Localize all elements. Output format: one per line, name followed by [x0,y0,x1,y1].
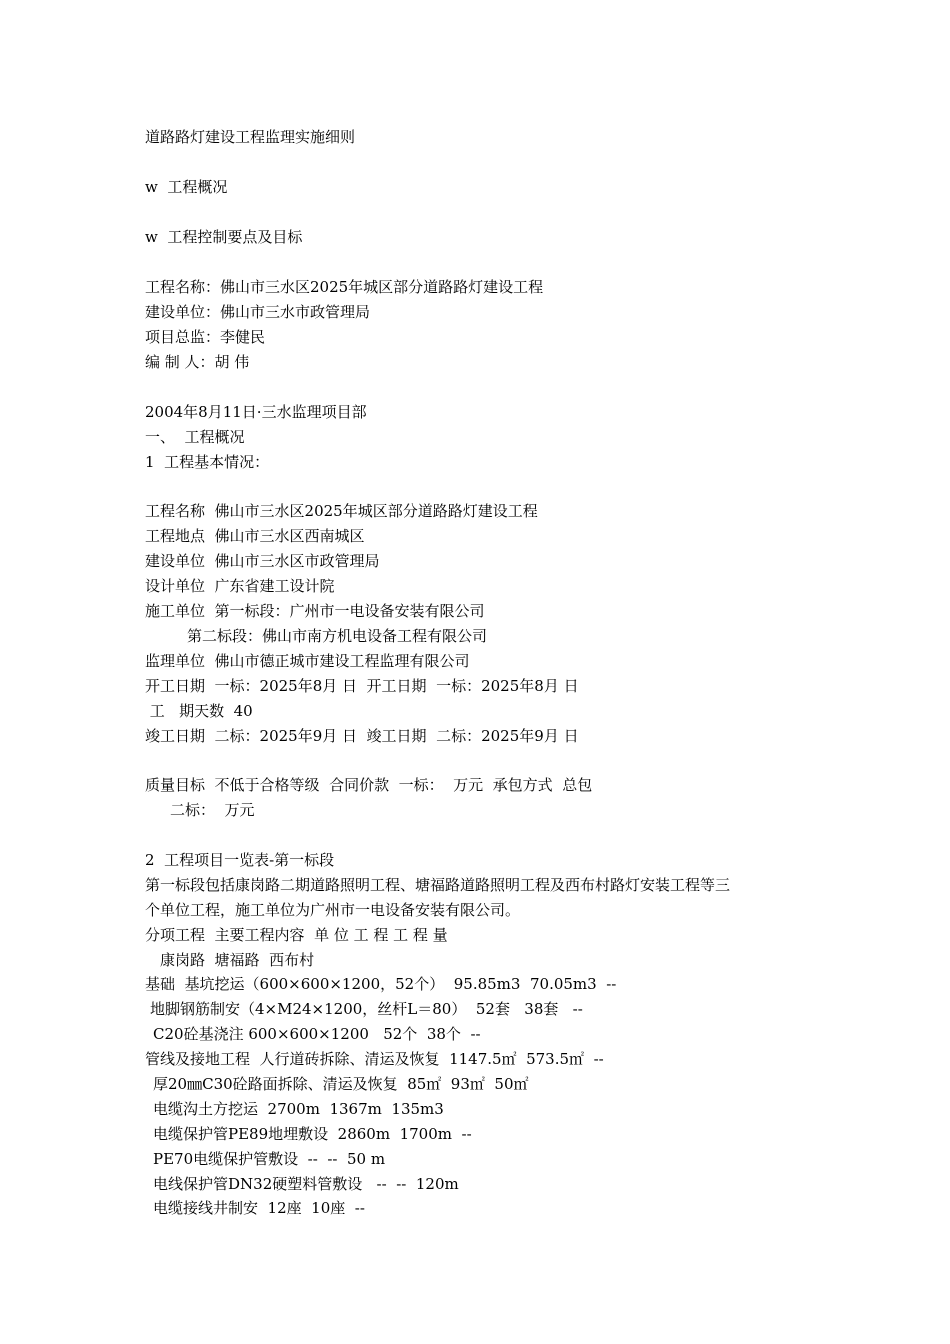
quality-target: 质量目标 不低于合格等级 合同价款 一标： 万元 承包方式 总包 [145,776,593,794]
table-subheader: 康岗路 塘福路 西布村 [160,951,315,969]
cover-author: 编 制 人：胡 伟 [145,353,250,371]
info-start-date: 开工日期 一标：2025年8月 日 开工日期 一标：2025年8月 日 [145,677,579,695]
info-duration: 工 期天数 40 [145,702,253,720]
info-designer: 设计单位 广东省建工设计院 [145,577,335,595]
cover-owner: 建设单位：佛山市三水市政管理局 [145,303,371,321]
cover-project-name: 工程名称：佛山市三水区2025年城区部分道路路灯建设工程 [145,278,544,296]
table-row: PE70电缆保护管敷设 -- -- 50 m [153,1150,386,1168]
table-row: 电线保护管DN32硬塑料管敷设 -- -- 120m [153,1175,459,1193]
info-contractor-lot2: 第二标段：佛山市南方机电设备工程有限公司 [187,627,488,645]
info-project-name: 工程名称 佛山市三水区2025年城区部分道路路灯建设工程 [145,502,538,520]
intro-paragraph-line: 第一标段包括康岗路二期道路照明工程、塘福路道路照明工程及西布村路灯安装工程等三 [145,876,731,894]
info-location: 工程地点 佛山市三水区西南城区 [145,527,365,545]
table-row: 电缆保护管PE89地埋敷设 2860m 1700m -- [153,1125,472,1143]
table-row: C20砼基浇注 600×600×1200 52个 38个 -- [153,1025,481,1043]
subsection-title-basic-info: 1 工程基本情况： [145,453,270,471]
toc-item-overview: w 工程概况 [145,178,228,196]
toc-item-control-points: w 工程控制要点及目标 [145,228,303,246]
intro-paragraph-line: 个单位工程，施工单位为广州市一电设备安装有限公司。 [145,901,521,919]
table-row: 地脚钢筋制安（4×M24×1200，丝杆L＝80） 52套 38套 -- [150,1000,583,1018]
document-title: 道路路灯建设工程监理实施细则 [145,128,356,146]
info-contractor-lot1: 施工单位 第一标段：广州市一电设备安装有限公司 [145,602,485,620]
subsection-title-project-list: 2 工程项目一览表-第一标段 [145,851,335,869]
contract-price-lot2: 二标： 万元 [170,801,255,819]
info-owner: 建设单位 佛山市三水区市政管理局 [145,552,380,570]
table-header: 分项工程 主要工程内容 单 位 工 程 工 程 量 [145,926,448,944]
table-row: 电缆接线井制安 12座 10座 -- [153,1199,365,1217]
table-row: 基础 基坑挖运（600×600×1200，52个） 95.85m3 70.05m3 -- [145,975,617,993]
table-row: 管线及接地工程 人行道砖拆除、清运及恢复 1147.5㎡ 573.5㎡ -- [145,1050,604,1068]
cover-chief-supervisor: 项目总监：李健民 [145,328,266,346]
table-row: 电缆沟土方挖运 2700m 1367m 135m3 [153,1100,444,1118]
info-completion-date: 竣工日期 二标：2025年9月 日 竣工日期 二标：2025年9月 日 [145,727,579,745]
section-title-overview: 一、 工程概况 [145,428,245,446]
table-row: 厚20㎜C30砼路面拆除、清运及恢复 85㎡ 93㎡ 50㎡ [153,1075,529,1093]
date-line: 2004年8月11日·三水监理项目部 [145,403,367,421]
info-supervisor: 监理单位 佛山市德正城市建设工程监理有限公司 [145,652,470,670]
